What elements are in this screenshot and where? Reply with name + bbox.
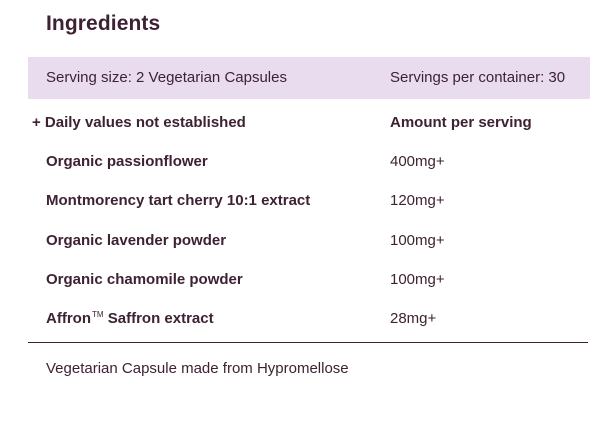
ingredient-amount: 100mg+ (390, 232, 445, 249)
capsule-footnote: Vegetarian Capsule made from Hypromellose (46, 360, 349, 377)
table-row (0, 192, 600, 212)
servings-per-container: Servings per container: 30 (390, 69, 566, 86)
daily-values-note: + Daily values not established (32, 114, 246, 131)
ingredient-name: Organic chamomile powder (46, 271, 243, 288)
trademark-symbol: TM (92, 310, 104, 319)
page-title: Ingredients (46, 12, 161, 35)
ingredient-amount: 400mg+ (390, 153, 445, 170)
table-row (0, 153, 600, 173)
ingredient-name-suffix: Saffron extract (103, 310, 214, 327)
ingredient-name (46, 310, 214, 327)
serving-size: Serving size: 2 Vegetarian Capsules (46, 69, 287, 86)
ingredients-table-header (0, 114, 600, 134)
table-row (0, 232, 600, 252)
table-row (0, 271, 600, 291)
ingredient-amount: 28mg+ (390, 310, 437, 327)
serving-info-bar (28, 57, 590, 99)
ingredient-name: Organic lavender powder (46, 232, 227, 249)
ingredient-amount: 120mg+ (390, 192, 445, 209)
table-divider (28, 342, 588, 343)
ingredient-amount: 100mg+ (390, 271, 445, 288)
ingredient-name: Organic passionflower (46, 153, 208, 170)
amount-per-serving-heading: Amount per serving (390, 114, 532, 131)
ingredient-name: Montmorency tart cherry 10:1 extract (46, 192, 311, 209)
table-row (0, 310, 600, 330)
ingredient-name-prefix: Affron (46, 310, 91, 327)
